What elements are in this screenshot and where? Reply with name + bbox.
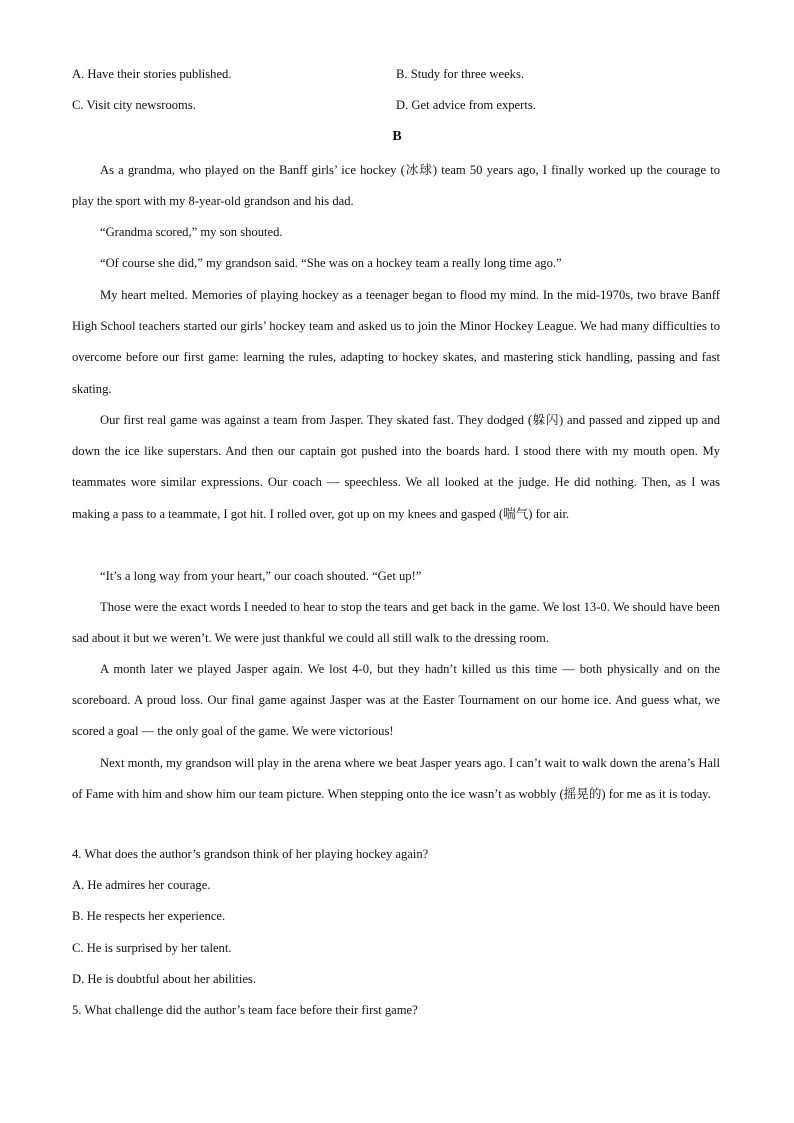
passage-paragraph-1: As a grandma, who played on the Banff girls’ ice hockey (冰球) team 50 years ago, I finally worked up the courage to play the sport with my 8-year-old grandson and his dad. [72, 163, 720, 209]
passage-paragraph-8: A month later we played Jasper again. We lost 4-0, but they hadn’t killed us this time — both physically and on the scoreboard. A proud loss. Our final game against Jasper was at the Easter Tournament on our home ice. And guess what, we scored a goal — the only goal of the game. We were victorious! [72, 662, 720, 739]
question-4-option-a: A. He admires her courage. [72, 878, 211, 892]
question-4-stem: 4. What does the author’s grandson think of her playing hockey again? [72, 847, 429, 861]
passage-paragraph-5: Our first real game was against a team from Jasper. They skated fast. They dodged (躲闪) and passed and zipped up and down the ice like superstars. And then our captain got pushed into the boards hard. I stood there with my mouth open. My teammates wore similar expressions. Our coach — speechless. We all looked at the judge. He did nothing. Then, as I was making a pass to a teammate, I got hit. I rolled over, got up on my knees and gasped (喘气) for air. [72, 413, 720, 521]
option-c: C. Visit city newsrooms. [72, 98, 196, 112]
section-heading: B [392, 129, 402, 144]
question-4-option-c: C. He is surprised by her talent. [72, 941, 232, 955]
passage-paragraph-4: My heart melted. Memories of playing hockey as a teenager began to flood my mind. In the mid-1970s, two brave Banff High School teachers started our girls’ hockey team and asked us to join the Minor Hockey League. We had many difficulties to overcome before our first game: learning the rules, adapting to hockey skates, and mastering stick handling, passing and fast skating. [72, 288, 720, 396]
question-5-stem: 5. What challenge did the author’s team face before their first game? [72, 1003, 418, 1017]
question-4-option-d: D. He is doubtful about her abilities. [72, 972, 256, 986]
passage-paragraph-2: “Grandma scored,” my son shouted. [100, 225, 283, 239]
previous-options-row-1 [72, 67, 732, 87]
question-4-option-b: B. He respects her experience. [72, 909, 226, 923]
passage-paragraph-7: Those were the exact words I needed to hear to stop the tears and get back in the game. We lost 13-0. We should have been sad about it but we weren’t. We were just thankful we could all still walk to the dressing room. [72, 600, 720, 646]
passage-paragraph-3: “Of course she did,” my grandson said. “She was on a hockey team a really long time ago.” [100, 256, 562, 270]
passage-paragraph-6: “It’s a long way from your heart,” our coach shouted. “Get up!” [100, 569, 422, 583]
passage-paragraph-9: Next month, my grandson will play in the arena where we beat Jasper years ago. I can’t wait to walk down the arena’s Hall of Fame with him and show him our team picture. When stepping onto the ice wasn’t as wobbly (摇晃的) for me as it is today. [72, 756, 720, 802]
option-d: D. Get advice from experts. [396, 98, 536, 112]
previous-options-row-2 [72, 98, 732, 118]
option-b: B. Study for three weeks. [396, 67, 525, 81]
option-a: A. Have their stories published. [72, 67, 232, 81]
